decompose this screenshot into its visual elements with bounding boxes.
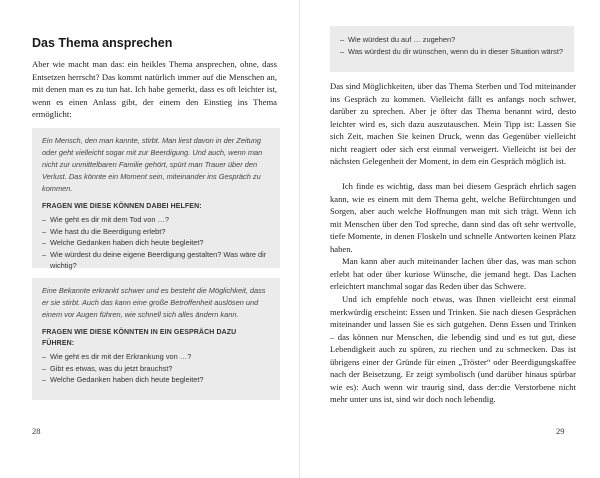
list-item: – Welche Gedanken haben dich heute begleitet? <box>42 237 270 249</box>
body-paragraph: Ich finde es wichtig, dass man bei diesem Gespräch ehrlich sagen kann, wie es einem mit dem Thema geht, welche Befürchtungen und Sorgen, aber auch welche Hoffnungen man mit sich trägt. Wenn ich mit Menschen über den Tod spreche, dann sind das oft sehr wertvolle, tiefe Momente, in denen Floskeln und schnelle Antworten keinen Platz haben. <box>330 181 576 254</box>
box2-questions-heading: FRAGEN WIE DIESE KÖNNTEN IN EIN GESPRÄCH DAZU FÜHREN: <box>42 329 237 347</box>
box1-questions-heading: FRAGEN WIE DIESE KÖNNEN DABEI HELFEN: <box>42 203 202 210</box>
list-item: – Wie würdest du deine eigene Beerdigung gestalten? Was wäre dir wichtig? <box>42 249 270 272</box>
list-item: – Wie hast du die Beerdigung erlebt? <box>42 226 270 238</box>
box2-text: Eine Bekannte erkrankt schwer und es besteht die Möglichkeit, dass er sie stirbt. Auch das kann eine große Betroffenheit auslösen und einem vor Augen führen, wie schnell sich alles ändern kann. <box>42 286 266 319</box>
info-box-2 <box>32 278 280 400</box>
box2-question-list <box>42 351 270 386</box>
info-box-continued <box>330 26 574 72</box>
box1-text: Ein Mensch, den man kannte, stirbt. Man liest davon in der Zeitung oder geht vielleicht sogar mit zur Beerdigung. Und auch, wenn man nicht zur unmittelbaren Familie gehört, spürt man Trauer über den Verlust. Das könnte ein Moment sein, miteinander ins Gespräch zu kommen. <box>42 136 263 193</box>
section-heading: Das Thema ansprechen <box>32 36 173 50</box>
list-item: – Wie geht es dir mit dem Tod von …? <box>42 214 270 226</box>
intro-paragraph: Aber wie macht man das: ein heikles Thema ansprechen, ohne, dass Entsetzen herrscht? Das kommt natürlich immer auf die Menschen an, mit denen man es zu tun hat. Ich habe gemerkt, dass es oft leichter ist, wenn es einen Anlass gibt, der einem den Einstieg ins Thema ermöglicht: <box>32 59 277 119</box>
list-item: – Welche Gedanken haben dich heute begleitet? <box>42 374 270 386</box>
info-box-1 <box>32 128 280 268</box>
box1-question-list <box>42 214 270 272</box>
body-paragraph: Und ich empfehle noch etwas, was Ihnen vielleicht erst einmal merkwürdig erscheint: Essen und Trinken. Sie nach diesen Gesprächen miteinander und lassen Sie es sich gutgehen. Denn Essen und Trinken – das können nur Menschen, die lebendig sind und es tut gut, diese Lebendigkeit auch zu spüren, zu riechen und zu schmecken. Das ist übrigens einer der Gründe für einen „Tröster“ oder Beerdigungskaffee nach der Beisetzung. Er zeigt symbolisch (und darüber hinaus spürbar wie es): Auch wenn wir traurig sind, dass der:die Verstorbene nicht mehr unter uns ist, sind wir doch noch lebendig. <box>330 294 576 404</box>
body-paragraph: Das sind Möglichkeiten, über das Thema Sterben und Tod miteinander ins Gespräch zu kommen. Vielleicht fällt es anfangs noch schwer, darüber zu sprechen. Aber je öfter das Thema benannt wird, desto leichter wird es, sich dazu auszutauschen. Mein Tipp ist: Lassen Sie sich Zeit, machen Sie keinen Druck, wenn das Gegenüber vielleicht nicht reagiert oder sich erst einmal verweigert. Vielleicht ist bei der nächsten Gelegenheit der Moment, in dem ein Gespräch möglich ist. <box>330 81 576 166</box>
list-item: – Gibt es etwas, was du jetzt brauchst? <box>42 363 270 375</box>
list-item: – Wie würdest du auf … zugehen? <box>340 34 564 46</box>
list-item: – Was würdest du dir wünschen, wenn du in dieser Situation wärst? <box>340 46 564 58</box>
body-paragraph: Man kann aber auch miteinander lachen über das, was man schon erlebt hat oder über kuriose Wünsche, die jemand hegt. Das Lachen erleichtert manchmal sogar das Reden über das Schwere. <box>330 256 576 291</box>
right-page <box>300 0 600 478</box>
page-number-left: 28 <box>32 426 41 436</box>
page-number-right: 29 <box>556 426 565 436</box>
list-item: – Wie geht es dir mit der Erkrankung von …? <box>42 351 270 363</box>
box-continued-question-list <box>340 34 564 57</box>
